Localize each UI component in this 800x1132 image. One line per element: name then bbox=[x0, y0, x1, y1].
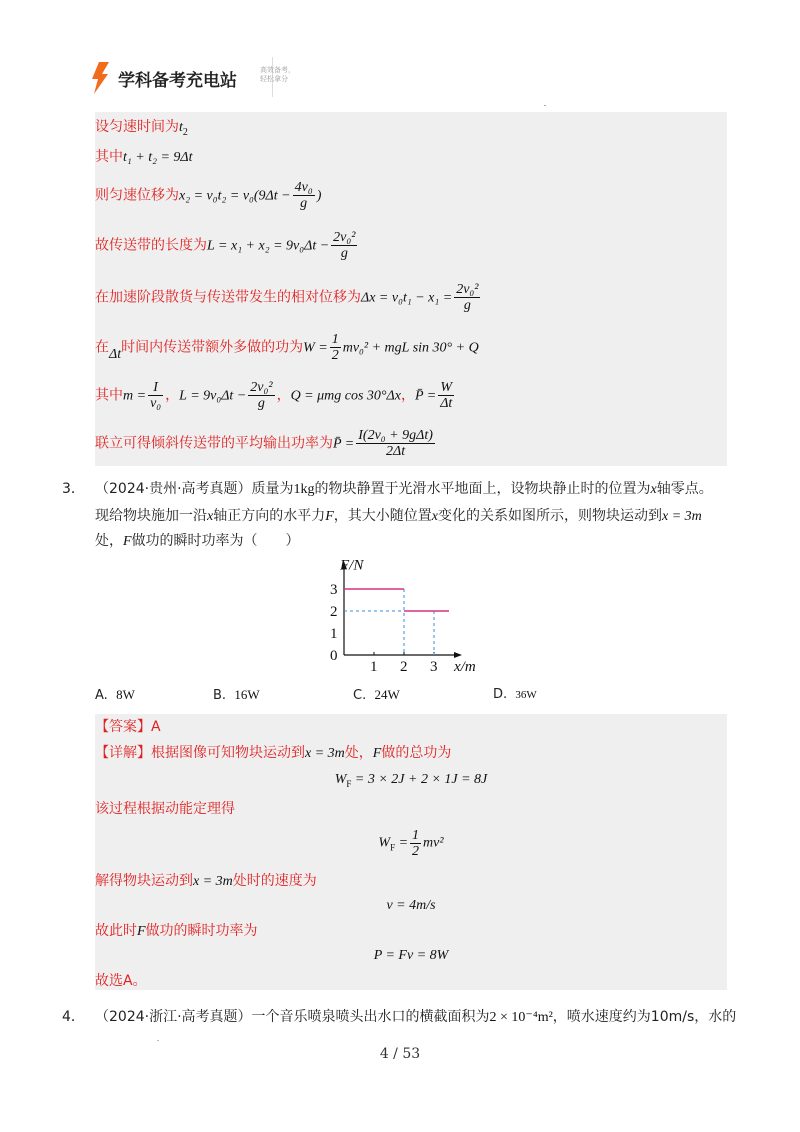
option-c[interactable]: C. 24W bbox=[353, 687, 400, 703]
page-mark bbox=[157, 1040, 159, 1041]
y-tick-label: 0 bbox=[330, 648, 338, 664]
question-number: 3． bbox=[62, 481, 85, 497]
brand-slogan: 高效备考，轻松拿分 bbox=[260, 66, 295, 83]
detail-line-2: 该过程根据动能定理得 bbox=[95, 801, 235, 817]
detail-line-1: 【详解】根据图像可知物块运动到x = 3m处，F做的总功为 bbox=[95, 745, 452, 761]
question-line-1: （2024·贵州·高考真题）质量为1kg的物块静置于光滑水平地面上，设物块静止时的位置为x轴零点。 bbox=[95, 481, 713, 497]
sol-line-7: 其中m = $\frac{I}{\text{v₀}}$ ，L = 9v₀Δt − $\frac{\text{2v₀²}}{g}$ ，Q = μmg cos 30°Δx，P̄ = $\frac{W}{\Delta t}$ bbox=[95, 380, 453, 411]
question4-line-1: （2024·浙江·高考真题）一个音乐喷泉喷头出水口的横截面积为2 × 10⁻⁴m²，喷水速度约为10m/s，水的 bbox=[95, 1009, 737, 1025]
sol-line-5: 在加速阶段散货与传送带发生的相对位移为Δx = v₀t₁ − x₁ = $\frac{\text{2v₀²}}{g}$ bbox=[95, 282, 479, 313]
header-logo bbox=[84, 52, 295, 94]
sol-line-3: 则匀速位移为x₂ = v₀t₂ = v₀(9Δt − $\frac{\text{4v₀}}{g}$ ) bbox=[95, 180, 322, 211]
answer-label: 【答案】A bbox=[95, 719, 161, 735]
sol-line-4: 故传送带的长度为L = x₁ + x₂ = 9v₀Δt − $\frac{\text{2v₀²}}{g}$ bbox=[95, 230, 356, 261]
sol-line-2: 其中t₁ + t₂ = 9Δt bbox=[95, 149, 193, 165]
sol-line-1: 设匀速时间为$t_2$ bbox=[95, 119, 188, 138]
y-axis-label: F/N bbox=[340, 557, 364, 574]
x-tick-label: 3 bbox=[430, 659, 438, 675]
x-tick-label: 2 bbox=[400, 659, 408, 675]
equation-work: $W_F = 3 \times 2J + 2 \times 1J = 8J$ bbox=[334, 772, 488, 789]
equation-power: P = Fv = 8W bbox=[373, 948, 449, 963]
x-tick-label: 1 bbox=[370, 659, 378, 675]
x-axis-label: x/m bbox=[454, 659, 476, 675]
page-number: 4 / 53 bbox=[379, 1046, 421, 1062]
header-mark bbox=[544, 105, 546, 106]
option-a[interactable]: A. 8W bbox=[95, 687, 135, 703]
detail-line-4: 故此时F做功的瞬时功率为 bbox=[95, 923, 258, 939]
x-axis-arrow bbox=[454, 652, 462, 658]
sol-line-6: 在Δt时间内传送带额外多做的功为W = $\frac{1}{2}$ mv₀² + mgL sin 30° + Q bbox=[95, 332, 479, 363]
y-tick-label: 2 bbox=[330, 604, 338, 620]
question-line-3: 处，F做功的瞬时功率为（ ） bbox=[95, 533, 300, 549]
question-number-4: 4． bbox=[62, 1009, 85, 1025]
lightning-bolt-icon bbox=[90, 62, 110, 94]
question-line-2: 现给物块施加一沿x轴正方向的水平力F，其大小随位置x变化的关系如图所示，则物块运动到x = 3m bbox=[95, 508, 702, 524]
sol-line-8: 联立可得倾斜传送带的平均输出功率为P̄ = $\frac{\text{I(2v₀ + 9gΔt)}}{2\Delta t}$ bbox=[95, 428, 433, 459]
force-position-chart bbox=[300, 555, 500, 675]
y-tick-label: 3 bbox=[330, 582, 338, 598]
equation-kinetic: $W_F$ = $\frac{1}{2}$ mv² bbox=[378, 828, 444, 859]
option-b[interactable]: B. 16W bbox=[213, 687, 260, 703]
brand-name: 学科备考充电站 bbox=[118, 71, 237, 91]
equation-velocity: v = 4m/s bbox=[386, 898, 436, 913]
option-d[interactable]: D. 36W bbox=[493, 687, 537, 702]
detail-line-3: 解得物块运动到x = 3m处时的速度为 bbox=[95, 873, 317, 889]
y-tick-label: 1 bbox=[330, 626, 338, 642]
detail-line-5: 故选A。 bbox=[95, 973, 147, 989]
